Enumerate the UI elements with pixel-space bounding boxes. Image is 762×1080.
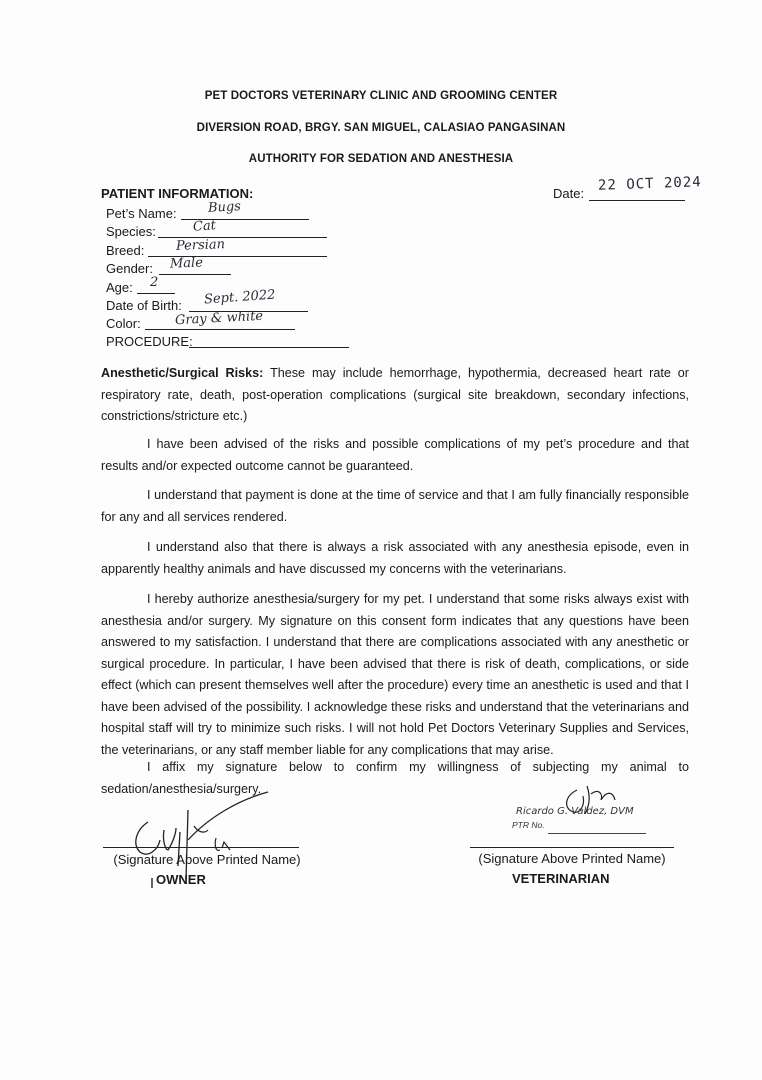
dob-value: Sept. 2022 xyxy=(203,287,276,308)
age-label: Age: xyxy=(106,280,133,295)
gender-line xyxy=(159,274,231,275)
color-label: Color: xyxy=(106,316,141,331)
dob-label: Date of Birth: xyxy=(106,298,182,313)
pet-name-value: Bugs xyxy=(207,199,242,216)
color-line xyxy=(145,329,295,330)
risks-text: These may include hemorrhage, hypothermia, decreased heart rate or respiratory rate, death, post-operation complications (surgical site breakdown, secondary infections, constrictions/stricture etc.) xyxy=(101,366,689,423)
paragraph-risk: I understand also that there is always a risk associated with any anesthesia episode, even in apparently healthy animals and have discussed my concerns with the veterinarians. xyxy=(101,540,689,576)
paragraph-affix: I affix my signature below to confirm my willingness of subjecting my animal to sedation/anesthesia/surgery. xyxy=(101,760,689,796)
date-label: Date: xyxy=(553,186,585,201)
owner-signature-caption: (Signature Above Printed Name) xyxy=(113,852,301,867)
paragraph-payment: I understand that payment is done at the time of service and that I am fully financially responsible for any and all services rendered. xyxy=(101,488,689,524)
vet-signature-line xyxy=(470,847,674,848)
vet-role: VETERINARIAN xyxy=(512,871,610,886)
date-line xyxy=(589,200,685,201)
clinic-address: DIVERSION ROAD, BRGY. SAN MIGUEL, CALASIAO PANGASINAN xyxy=(196,122,566,134)
age-line xyxy=(137,293,175,294)
owner-signature-line xyxy=(103,847,299,848)
procedure-line xyxy=(189,347,349,348)
gender-value: Male xyxy=(169,255,204,272)
paragraph-advised: I have been advised of the risks and possible complications of my pet’s procedure and that results and/or expected outcome cannot be guaranteed. xyxy=(101,437,689,473)
color-value: Gray & white xyxy=(174,308,264,329)
risks-paragraph xyxy=(101,363,689,428)
breed-value: Persian xyxy=(175,237,226,254)
form-title: AUTHORITY FOR SEDATION AND ANESTHESIA xyxy=(248,153,514,165)
clinic-name: PET DOCTORS VETERINARY CLINIC AND GROOMING CENTER xyxy=(204,90,558,102)
gender-label: Gender: xyxy=(106,261,153,276)
ptr-line xyxy=(548,833,646,834)
risks-heading: Anesthetic/Surgical Risks: xyxy=(101,366,264,380)
paragraph-authorize: I hereby authorize anesthesia/surgery for my pet. I understand that some risks always exist with anesthesia and/or surgery. My signature on this consent form indicates that any questions have been answered to my satisfaction. I understand that there are complications associated with any anesthetic or surgical procedure. In particular, I have been advised that there is risk of death, complications, or side effect (which can present themselves well after the procedure) every time an anesthetic is used and that I have been advised of the possibility. I acknowledge these risks and understand that the veterinarians and hospital staff will try to minimize such risks. I will not hold Pet Doctors Veterinary Supplies and Services, the veterinarians, or any staff member liable for any complications that may arise. xyxy=(101,592,689,757)
date-value: 22 OCT 2024 xyxy=(597,174,702,194)
ptr-label: PTR No. xyxy=(512,820,545,830)
pet-name-label: Pet’s Name: xyxy=(106,206,177,221)
procedure-label: PROCEDURE: xyxy=(106,334,193,349)
age-value: 2 xyxy=(150,275,159,290)
patient-info-title: PATIENT INFORMATION: xyxy=(101,186,254,201)
species-label: Species: xyxy=(106,224,156,239)
breed-label: Breed: xyxy=(106,243,145,258)
vet-signature-caption: (Signature Above Printed Name) xyxy=(478,851,666,866)
owner-role: OWNER xyxy=(156,872,206,887)
vet-printed-name: Ricardo G. Valdez, DVM xyxy=(516,806,634,817)
species-value: Cat xyxy=(192,218,217,235)
